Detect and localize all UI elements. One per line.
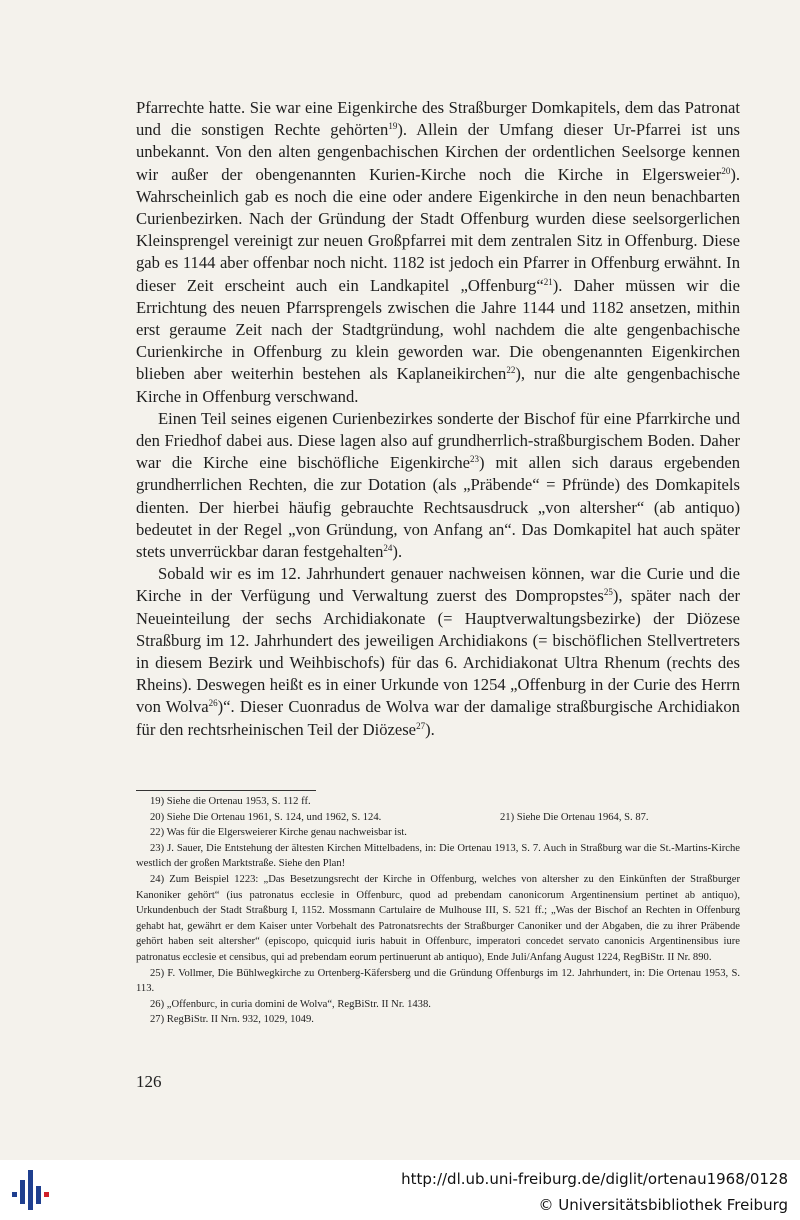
paragraph-1: Pfarrechte hatte. Sie war eine Eigenkirche des Straßburger Domkapitels, dem das Patronat und die sonstigen Rechte gehörten$^{19}$). Allein der Umfang dieser Ur-Pfarrei ist uns unbekannt. Von den alten gengenbachischen Kirchen der ordentlichen Seelsorge kennen wir außer der obengenannten Kurien-Kirche noch die Kirche in Elgersweier$^{20}$). Wahrscheinlich gab es noch die eine oder andere Eigenkirche in den neun benachbarten Curienbezirken. Nach der Gründung der Stadt Offenburg wurden diese seelsorgerlichen Kleinsprengel vereinigt zur neuen Großpfarrei mit dem zentralen Sitz in Offenburg. Diese gab es 1144 aber offenbar noch nicht. 1182 ist jedoch ein Pfarrer in Offenburg erwähnt. In dieser Zeit erscheint auch ein Landkapitel „Offenburg“$^{21}$). Daher müssen wir die Errichtung des neuen Pfarrsprengels zwischen die Jahre 1144 und 1182 ansetzen, mithin erst geraume Zeit nach der Stadtgründung, wohl nachdem die alte gengenbachische Curienkirche in Offenburg zu klein geworden war. Die obengenannten Eigenkirchen blieben aber weiterhin bestehen als Kaplaneikirchen$^{22}$), nur die alte gengenbachische Kirche in Offenburg verschwand. <box>136 98 741 406</box>
footnote-ref-22: 22 <box>506 365 516 376</box>
ub-freiburg-logo-icon <box>8 1166 52 1214</box>
body-text <box>136 97 740 741</box>
page-number: 126 <box>136 1072 162 1091</box>
footnote-20: 20) Siehe Die Ortenau 1961, S. 124, und 1962, S. 124. <box>150 811 382 823</box>
footnote-22: 22) Was für die Elgersweierer Kirche genau nachweisbar ist. <box>150 827 407 839</box>
footnote-26: 26) „Offenburc, in curia domini de Wolva“, RegBiStr. II Nr. 1438. <box>150 998 431 1010</box>
footnote-19: 19) Siehe die Ortenau 1953, S. 112 ff. <box>150 796 311 807</box>
footnote-ref-19: 19 <box>388 121 398 132</box>
paragraph-2: Einen Teil seines eigenen Curienbezirkes sonderte der Bischof für eine Pfarrkirche und den Friedhof dabei aus. Diese lagen also auf grundherrlich-straßburgischem Boden. Daher war die Kirche eine bischöfliche Eigenkirche$^{23}$) mit allen sich daraus ergebenden grundherrlichen Rechten, die zur Dotation (als „Präbende“ = Pfründe) des Domkapitels dienten. Der hierbei häufig gebrauchte Rechtsausdruck „von altersher“ (ab antiquo) bedeutet in der Regel „von Gründung, von Anfang an“. Das Domkapitel hat auch später stets unverrückbar daran festgehalten$^{24}$). <box>136 408 740 562</box>
document-url-link[interactable]: http://dl.ub.uni-freiburg.de/diglit/ortenau1968/0128 <box>401 1170 788 1188</box>
footnote-ref-21: 21 <box>543 276 553 287</box>
footnote-ref-23: 23 <box>470 454 480 465</box>
viewer-footer <box>0 1160 800 1220</box>
footnote-ref-24: 24 <box>383 543 393 554</box>
copyright-notice: © Universitätsbibliothek Freiburg <box>538 1196 788 1214</box>
footnote-23: 23) J. Sauer, Die Entstehung der ältesten Kirchen Mittelbadens, in: Die Ortenau 1913, S. 7. Auch in Straßburg war die St.-Martins-Kirche westlich der großen Marktstraße. Siehe den Plan! <box>136 842 740 870</box>
footnote-24: 24) Zum Beispiel 1223: „Das Besetzungsrecht der Kirche in Offenburg, welches von altersher zu den Einkünften der Straßburger Kanoniker gehört“ (ius patronatus ecclesie in Offenburc, quod ad prebendam canonicorum Argentinensium pertinet ab antiquo), Urkundenbuch der Stadt Straßburg I, 1152. Mossmann Cartulaire de Mulhouse III, S. 521 ff.; „Was der Bischof an Rechten in Offenburg gehabt hat, gewährt er dem Kaiser unter Vorbehalt des Patronatsrechts der Straßburger Canoniker und der Abgaben, die zu ihrer Präbende gehört haben seit altersher“ (episcopo, quicquid iuris habuit in Offenburc, imperatori concedet servato canonicis Argentinensibus iure patronatus ecclesie et censibus, qui ad prebendam eorum pertinuerunt ab antiquo), Ende Juli/Anfang August 1224, RegBiStr. II Nr. 890. <box>136 873 740 963</box>
paragraph-3: Sobald wir es im 12. Jahrhundert genauer nachweisen können, war die Curie und die Kirche in der Verfügung und Verwaltung zuerst des Dompropstes$^{25}$), später nach der Neueinteilung der sechs Archidiakonate (= Hauptverwaltungsbezirke) der Diözese Straßburg im 12. Jahrhundert des jeweiligen Archidiakons (= bischöflichen Stellvertreters in diesem Bezirk und Weihbischofs) für das 6. Archidiakonat Ultra Rhenum (rechts des Rheins). Deswegen heißt es in einer Urkunde von 1254 „Offenburg in der Curie des Herrn von Wolva$^{26}$)“. Dieser Cuonradus de Wolva war der damalige straßburgische Archidiakon für den rechtsrheinischen Teil der Diözese$^{27}$). <box>136 564 740 739</box>
footnote-ref-27: 27 <box>416 720 426 731</box>
footnote-27: 27) RegBiStr. II Nrn. 932, 1029, 1049. <box>150 1014 314 1026</box>
footnote-21: 21) Siehe Die Ortenau 1964, S. 87. <box>500 811 649 823</box>
footnote-25: 25) F. Vollmer, Die Bühlwegkirche zu Ortenberg-Käfersberg und die Gründung Offenburgs im 12. Jahrhundert, in: Die Ortenau 1953, S. 113. <box>136 967 740 995</box>
footnote-ref-25: 25 <box>603 587 613 598</box>
footnotes <box>136 794 740 1028</box>
footnote-ref-20: 20 <box>721 165 731 176</box>
footnote-row-20-21 <box>136 810 740 826</box>
footnote-ref-26: 26 <box>208 698 218 709</box>
footnote-divider <box>136 790 316 791</box>
